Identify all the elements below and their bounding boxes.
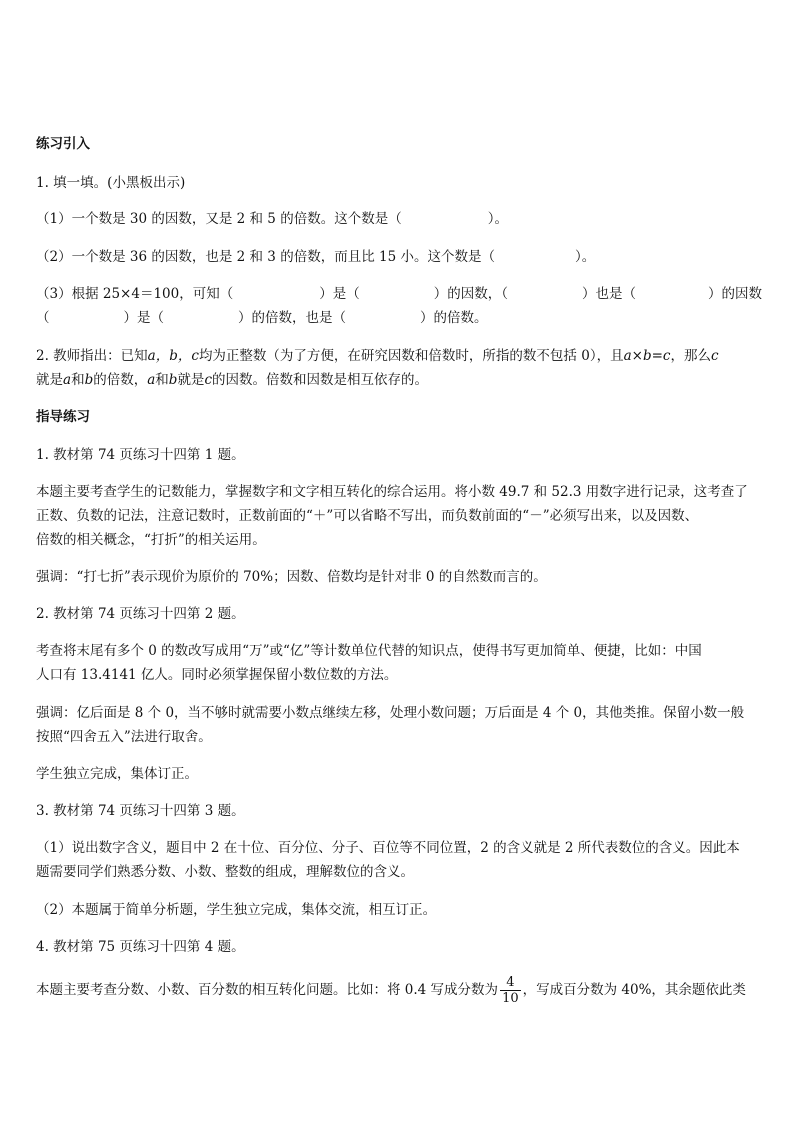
exercise-1-title: 1. 填一填。(小黑板出示) (36, 175, 186, 191)
item-2-remark: 学生独立完成，集体订正。 (36, 766, 198, 782)
text: 和 (155, 372, 169, 388)
text: 2. 教师指出：已知 (36, 348, 148, 364)
item-1-title: 1. 教材第 74 页练习十四第 1 题。 (36, 447, 245, 463)
math-variable: b (168, 372, 178, 388)
item-1-text-line-1: 本题主要考查学生的记数能力，掌握数字和文字相互转化的综合运用。将小数 49.7 和 52.3 用数字进行记录，这考查了 (36, 484, 748, 500)
item-2-text-line-2: 人口有 13.4141 亿人。同时必须掌握保留小数位数的方法。 (36, 667, 398, 683)
fraction-denominator: 10 (502, 991, 519, 1006)
exercise-2-line-1 (36, 346, 719, 366)
item-2-emphasis-line-2: 按照“四舍五入”法进行取舍。 (36, 729, 212, 745)
text: ）。 (574, 249, 596, 265)
exercise-1-item-3-line-2 (36, 308, 488, 328)
item-1-emphasis: 强调：“打七折”表示现价为原价的 70%；因数、倍数均是针对非 0 的自然数而言的。 (36, 569, 547, 585)
item-4-text-line-1 (36, 975, 746, 1006)
fraction (500, 975, 521, 1006)
text: ）也是（ (581, 286, 636, 302)
text: 就是 (36, 372, 63, 388)
text: ）的倍数。 (420, 310, 488, 326)
section-heading-guided-practice: 指导练习 (36, 409, 90, 425)
item-3-part-1-line-1: （1）说出数字含义，题目中 2 在十位、百分位、分子、百位等不同位置，2 的含义就是 2 所代表数位的含义。因此本 (36, 840, 740, 856)
fraction-numerator: 4 (500, 975, 521, 991)
text: （1）一个数是 30 的因数，又是 2 和 5 的倍数。这个数是（ (36, 211, 402, 227)
math-equation: a×b=c (623, 348, 671, 364)
item-4-title: 4. 教材第 75 页练习十四第 4 题。 (36, 939, 245, 955)
item-2-title: 2. 教材第 74 页练习十四第 2 题。 (36, 606, 245, 622)
text: ）是（ (123, 310, 164, 326)
item-2-emphasis-line-1: 强调：亿后面是 8 个 0，当不够时就需要小数点继续左移，处理小数问题；万后面是 4 个 0，其他类推。保留小数一般 (36, 705, 745, 721)
text: ）的倍数，也是（ (238, 310, 346, 326)
text: 就是 (177, 372, 205, 388)
exercise-1-item-3-line-1 (36, 284, 762, 304)
text: ）。 (487, 211, 508, 227)
math-variable: c (710, 348, 719, 364)
exercise-2-line-2 (36, 370, 428, 390)
text: （ (36, 310, 50, 326)
math-variable: a，b，c (147, 348, 199, 364)
item-3-part-1-line-2: 题需要同学们熟悉分数、小数、整数的组成，理解数位的含义。 (36, 864, 414, 880)
math-variable: a (147, 372, 156, 388)
math-variable: c (204, 372, 212, 388)
text: （3）根据 25×4＝100，可知（ (36, 286, 234, 302)
item-2-text-line-1: 考查将末尾有多个 0 的数改写成用“万”或“亿”等计数单位代替的知识点，使得书写更加简单、便捷，比如：中国 (36, 643, 702, 659)
text: ）是（ (319, 286, 360, 302)
exercise-1-item-1 (36, 209, 508, 229)
text: （2）一个数是 36 的因数，也是 2 和 3 的倍数，而且比 15 小。这个数是（ (36, 249, 495, 265)
text: ，那么 (670, 348, 711, 364)
math-variable: b (84, 372, 94, 388)
text: 本题主要考查分数、小数、百分数的相互转化问题。比如：将 0.4 写成分数为 (36, 982, 499, 998)
text: 的倍数， (93, 372, 148, 388)
exercise-1-item-2 (36, 247, 595, 267)
text: 和 (71, 372, 85, 388)
item-1-text-line-3: 倍数的相关概念，“打折”的相关运用。 (36, 532, 266, 548)
math-variable: a (63, 372, 72, 388)
text: ，写成百分数为 40%，其余题依此类 (522, 982, 746, 998)
text: ）的因数 (707, 286, 762, 302)
section-heading-practice-intro: 练习引入 (36, 136, 90, 152)
text: ）的因数，（ (433, 286, 508, 302)
item-3-part-2: （2）本题属于简单分析题，学生独立完成，集体交流，相互订正。 (36, 902, 437, 918)
item-1-text-line-2: 正数、负数的记法，注意记数时，正数前面的“＋”可以省略不写出，而负数前面的“－”必须写出来，以及因数、 (36, 508, 699, 524)
item-3-title: 3. 教材第 74 页练习十四第 3 题。 (36, 803, 245, 819)
text: 均为正整数（为了方便，在研究因数和倍数时，所指的数不包括 0），且 (198, 348, 624, 364)
text: 的因数。倍数和因数是相互依存的。 (212, 372, 428, 388)
